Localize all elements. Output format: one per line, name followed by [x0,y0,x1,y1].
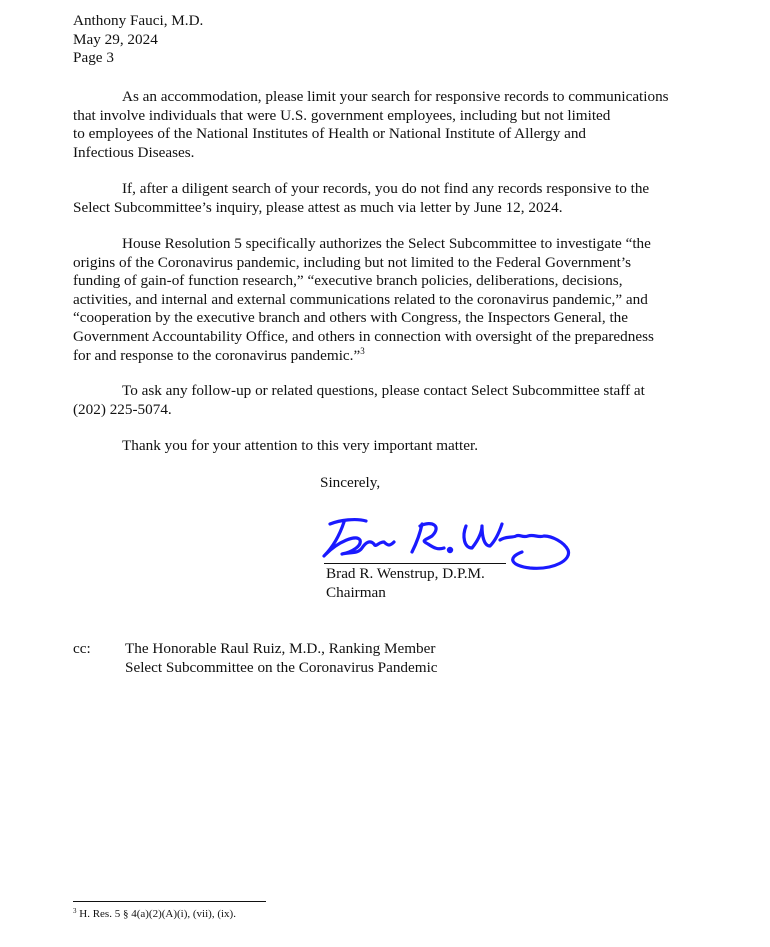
footnote-text: H. Res. 5 § 4(a)(2)(A)(i), (vii), (ix). [76,908,236,920]
paragraph-line: Infectious Diseases. [73,143,195,161]
paragraph-line: (202) 225-5074. [73,400,172,418]
paragraph-line: funding of gain-of function research,” “executive branch policies, deliberations, decisions, [73,272,623,290]
footnote-reference: 3 [360,345,365,356]
signer-block [326,565,485,602]
paragraph-line: “cooperation by the executive branch and others with Congress, the Inspectors General, the [73,309,628,327]
footnote [73,908,236,921]
cc-recipient-line: Select Subcommittee on the Coronavirus Pandemic [125,658,438,676]
paragraph-line: Government Accountability Office, and others in connection with oversight of the preparedness [73,327,654,345]
paragraph-contact [73,382,703,419]
letter-header [73,12,203,68]
paragraph-line: Thank you for your attention to this very important matter. [122,437,478,454]
paragraph-line: activities, and internal and external communications related to the coronavirus pandemic,” and [73,290,648,308]
paragraph-thanks [73,437,703,456]
paragraph-line: To ask any follow-up or related questions, please contact Select Subcommittee staff at [122,382,645,399]
paragraph-line: House Resolution 5 specifically authorizes the Select Subcommittee to investigate “the [122,235,651,252]
cc-label: cc: [73,640,91,657]
closing-salutation: Sincerely, [320,474,381,491]
cc-recipient-line: The Honorable Raul Ruiz, M.D., Ranking Member [125,640,436,657]
paragraph-line [73,347,703,366]
paragraph-accommodation [73,88,703,162]
paragraph-attest [73,180,703,217]
signature-line [324,563,506,564]
paragraph-line: that involve individuals that were U.S. government employees, including but not limited [73,106,611,124]
page-number: Page 3 [73,49,114,67]
cc-recipients [125,640,438,677]
signer-title: Chairman [326,583,386,601]
paragraph-line: As an accommodation, please limit your search for responsive records to communications [122,88,669,105]
paragraph-authority [73,235,703,365]
signer-name: Brad R. Wenstrup, D.P.M. [326,565,485,582]
letter-date: May 29, 2024 [73,30,158,48]
paragraph-line-text: for and response to the coronavirus pandemic.” [73,346,361,364]
footnote-separator [73,901,266,902]
paragraph-line: If, after a diligent search of your records, you do not find any records responsive to the [122,180,650,197]
paragraph-line: to employees of the National Institutes of Health or National Institute of Allergy and [73,125,587,143]
paragraph-line: origins of the Coronavirus pandemic, including but not limited to the Federal Government’s [73,253,632,271]
footnote-marker: 3 [73,907,77,915]
paragraph-line: Select Subcommittee’s inquiry, please attest as much via letter by June 12, 2024. [73,198,563,216]
recipient-name: Anthony Fauci, M.D. [73,12,204,29]
